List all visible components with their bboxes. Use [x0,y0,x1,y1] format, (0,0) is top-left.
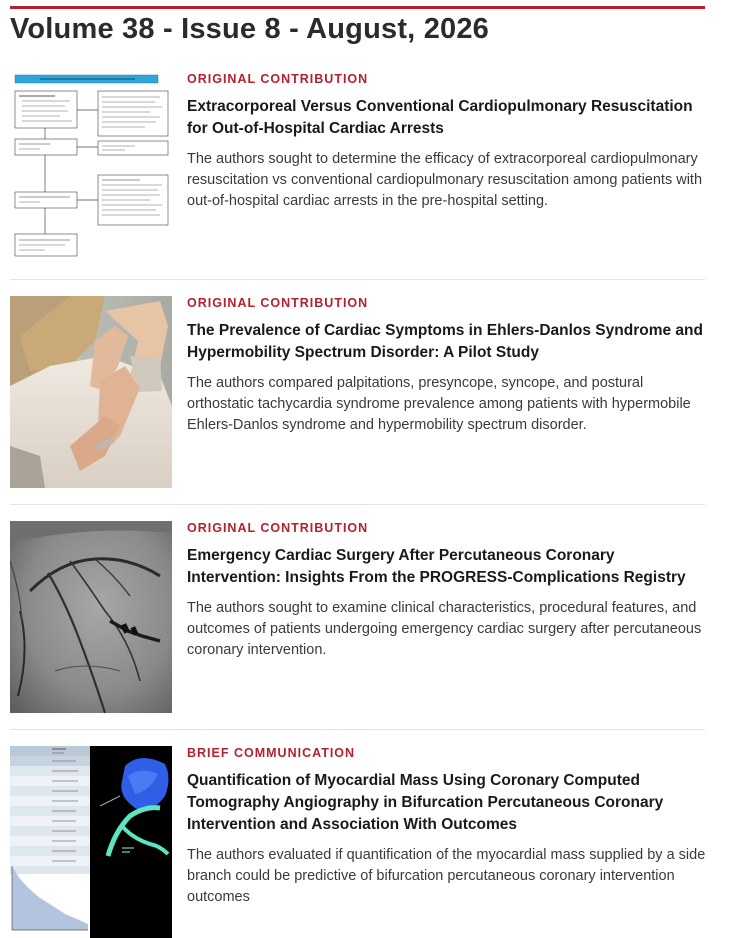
article-divider [10,279,705,280]
article-category[interactable]: ORIGINAL CONTRIBUTION [187,521,369,535]
article-category[interactable]: BRIEF COMMUNICATION [187,746,356,760]
ccta-table-and-3d-model-image [10,746,172,938]
article-card[interactable] [10,521,705,715]
article-category[interactable]: ORIGINAL CONTRIBUTION [187,296,369,310]
article-thumbnail-ccta[interactable] [10,746,172,938]
article-thumbnail-flow-diagram[interactable] [10,72,172,260]
article-text [187,72,707,212]
coronary-angiogram-image [10,521,172,713]
prisma-flow-diagram-image [10,72,172,260]
article-title-link[interactable]: Extracorporeal Versus Conventional Cardiopulmonary Resuscitation for Out-of-Hospital Cardiac Arrests [187,98,693,137]
article-title-link[interactable]: Quantification of Myocardial Mass Using Coronary Computed Tomography Angiography in Bifurcation Percutaneous Coronary Intervention and Association With Outcomes [187,772,664,833]
article-card[interactable] [10,72,705,262]
article-thumbnail-photo[interactable] [10,296,172,488]
article-divider [10,729,705,730]
hypermobility-photo-image [10,296,172,488]
article-abstract: The authors compared palpitations, presyncope, syncope, and postural orthostatic tachycardia syndrome prevalence among patients with hypermobile Ehlers-Danlos syndrome and hypermobility spectrum disorder. [187,375,691,433]
article-thumbnail-angiogram[interactable] [10,521,172,713]
issue-title: Volume 38 - Issue 8 - August, 2026 [10,13,490,45]
article-divider [10,504,705,505]
article-title-link[interactable]: The Prevalence of Cardiac Symptoms in Ehlers-Danlos Syndrome and Hypermobility Spectrum Disorder: A Pilot Study [187,322,703,361]
article-title-link[interactable]: Emergency Cardiac Surgery After Percutaneous Coronary Intervention: Insights From the PROGRESS-Complications Registry [187,547,686,586]
header-rule [10,6,705,9]
article-text [187,296,707,436]
article-abstract: The authors evaluated if quantification of the myocardial mass supplied by a side branch could be predictive of bifurcation percutaneous coronary intervention outcomes [187,847,706,905]
article-abstract: The authors sought to determine the efficacy of extracorporeal cardiopulmonary resuscitation vs conventional cardiopulmonary resuscitation among patients with out-of-hospital cardiac arrests in the pre-hospital setting. [187,151,703,209]
article-card[interactable] [10,746,705,938]
article-category[interactable]: ORIGINAL CONTRIBUTION [187,72,369,86]
article-abstract: The authors sought to examine clinical characteristics, procedural features, and outcomes of patients undergoing emergency cardiac surgery after percutaneous coronary intervention. [187,600,702,658]
article-card[interactable] [10,296,705,490]
article-text [187,746,707,908]
article-text [187,521,707,661]
